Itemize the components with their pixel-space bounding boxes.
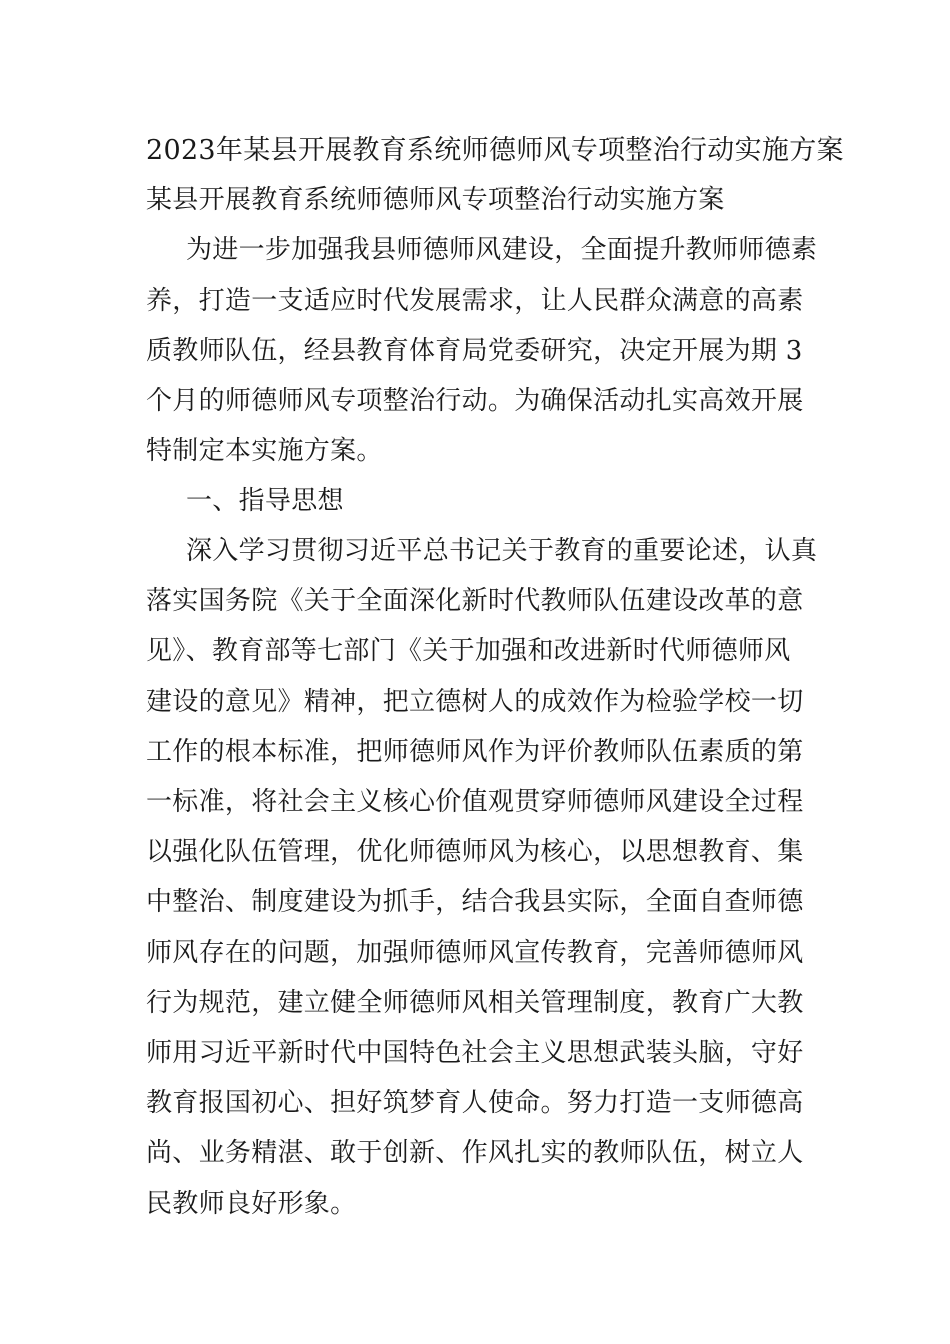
paragraph-line: 尚、业务精湛、敢于创新、作风扎实的教师队伍，树立人 (146, 1138, 804, 1168)
paragraph-line: 工作的根本标准，把师德师风作为评价教师队伍素质的第 (146, 737, 804, 767)
document-title: 2023年某县开展教育系统师德师风专项整治行动实施方案 (146, 135, 844, 166)
paragraph-line: 师用习近平新时代中国特色社会主义思想武装头脑，守好 (146, 1038, 804, 1068)
paragraph-line: 落实国务院《关于全面深化新时代教师队伍建设改革的意 (146, 586, 804, 616)
paragraph-line: 为进一步加强我县师德师风建设，全面提升教师师德素 (186, 235, 818, 265)
paragraph-line: 教育报国初心、担好筑梦育人使命。努力打造一支师德高 (146, 1088, 804, 1118)
paragraph-line: 质教师队伍，经县教育体育局党委研究，决定开展为期 3 (146, 336, 803, 366)
paragraph-line: 个月的师德师风专项整治行动。为确保活动扎实高效开展 (146, 386, 804, 416)
paragraph-line: 特制定本实施方案。 (146, 436, 383, 466)
paragraph-line: 深入学习贯彻习近平总书记关于教育的重要论述，认真 (186, 536, 818, 566)
document-subtitle: 某县开展教育系统师德师风专项整治行动实施方案 (146, 185, 725, 215)
paragraph-line: 行为规范，建立健全师德师风相关管理制度，教育广大教 (146, 988, 804, 1018)
section-heading: 一、指导思想 (186, 486, 344, 516)
paragraph-line: 养，打造一支适应时代发展需求，让人民群众满意的高素 (146, 286, 804, 316)
paragraph-line: 以强化队伍管理，优化师德师风为核心，以思想教育、集 (146, 837, 804, 867)
paragraph-line: 民教师良好形象。 (146, 1189, 357, 1219)
paragraph-line: 建设的意见》精神，把立德树人的成效作为检验学校一切 (146, 687, 804, 717)
paragraph-line: 见》、教育部等七部门《关于加强和改进新时代师德师风 (146, 636, 791, 666)
paragraph-line: 中整治、制度建设为抓手，结合我县实际，全面自查师德 (146, 887, 804, 917)
paragraph-line: 一标准，将社会主义核心价值观贯穿师德师风建设全过程 (146, 787, 804, 817)
paragraph-line: 师风存在的问题，加强师德师风宣传教育，完善师德师风 (146, 938, 804, 968)
